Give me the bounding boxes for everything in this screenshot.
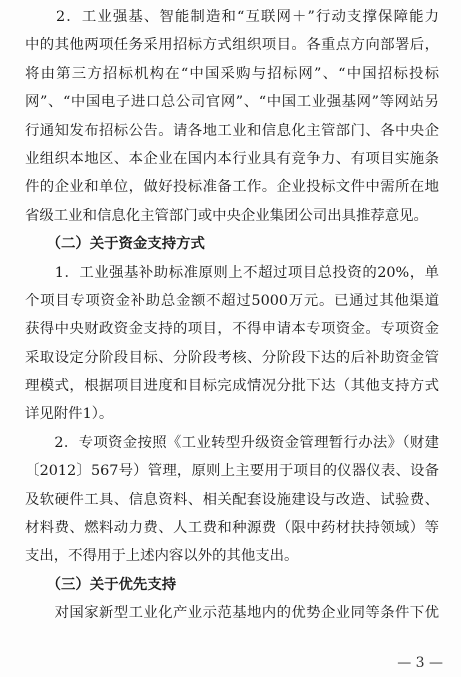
page-number: — 3 — — [397, 655, 443, 671]
body-line: 理模式，根据项目进度和目标完成情况分批下达（其他支持方式 — [25, 378, 439, 395]
body-line: 将由第三方招标机构在“中国采购与招标网”、“中国招标投标 — [25, 65, 439, 82]
paragraph-last-line: 支出，不得用于上述内容以外的其他支出。 — [25, 548, 299, 565]
body-line: 〔2012〕567号）管理，原则上主要用于项目的仪器仪表、设备 — [25, 463, 439, 480]
body-line: 材料费、燃料动力费、人工费和种源费（限中药材扶持领域）等 — [25, 520, 439, 537]
body-line: 获得中央财政资金支持的项目，不得申请本专项资金。专项资金 — [25, 321, 439, 338]
paragraph-first-line: 2．工业强基、智能制造和“互联网＋”行动支撑保障能力 — [25, 9, 439, 25]
body-line: 行通知发布招标公告。请各地工业和信息化主管部门、各中央企 — [25, 122, 439, 139]
body-line: 网”、“中国电子进口总公司官网”、“中国工业强基网”等网站另 — [25, 94, 439, 111]
paragraph-last-line: 详见附件1）。 — [25, 406, 114, 423]
body-line: 个项目专项资金补助总金额不超过5000万元。已通过其他渠道 — [25, 292, 439, 309]
paragraph-first-line: 1．工业强基补助标准原则上不超过项目总投资的20%，单 — [25, 264, 439, 281]
paragraph-last-line: 省级工业和信息化主管部门或中央企业集团公司出具推荐意见。 — [25, 207, 428, 224]
document-body — [25, 3, 439, 628]
body-line: 件的企业和单位，做好投标准备工作。企业投标文件中需所在地 — [25, 179, 439, 196]
body-line: 业组织本地区、本企业在国内本行业具有竞争力、有项目实施条 — [25, 150, 439, 167]
body-line: 及软硬件工具、信息资料、相关配套设施建设与改造、试验费、 — [25, 491, 439, 508]
paragraph-first-line: 2．专项资金按照《工业转型升级资金管理暂行办法》（财建 — [25, 434, 439, 451]
section-heading: （三）关于优先支持 — [25, 576, 177, 593]
paragraph-first-line: 对国家新型工业化产业示范基地内的优势企业同等条件下优 — [25, 605, 439, 622]
section-heading: （二）关于资金支持方式 — [25, 236, 205, 253]
body-line: 中的其他两项任务采用招标方式组织项目。各重点方向部署后， — [25, 37, 439, 54]
body-line: 采取设定分阶段目标、分阶段考核、分阶段下达的后补助资金管 — [25, 349, 439, 366]
